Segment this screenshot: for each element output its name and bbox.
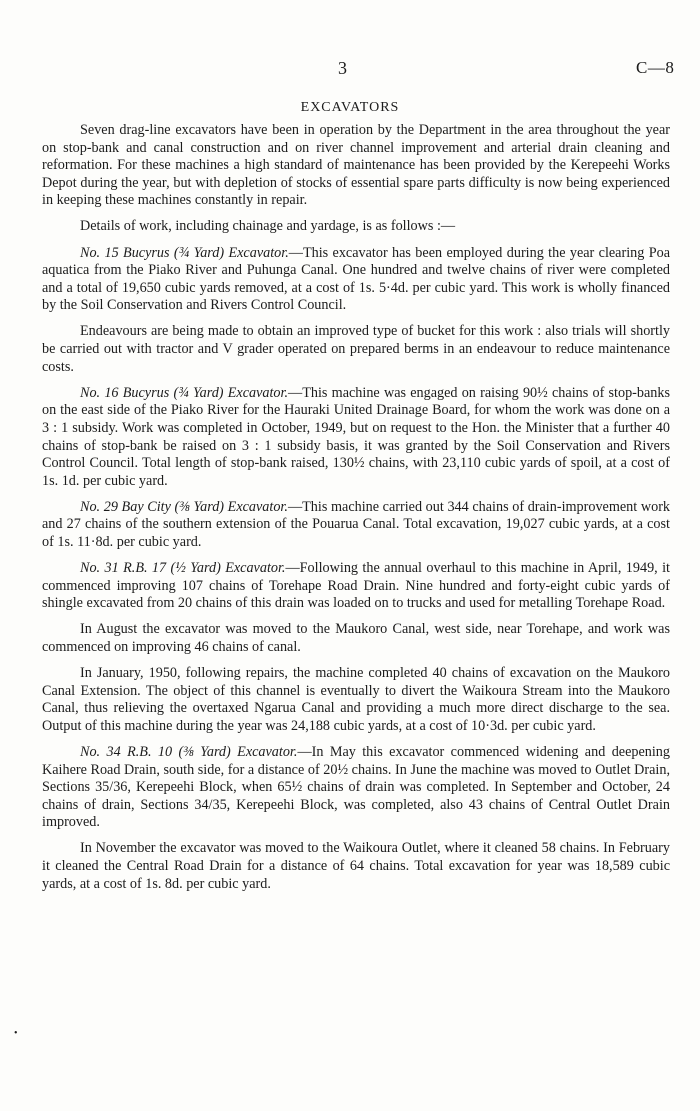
paragraph-text: Seven drag-line excavators have been in operation by the Department in the area throughout the year on stop-bank and canal construction and on river channel improvement and arterial drain cleaning and reformation. For these machines a high standard of maintenance has been provided by the Kerepeehi Works Depot during the year, but with depletion of stocks of essential spare parts difficulty is now being experienced in keeping these machines constantly in repair. <box>42 122 670 209</box>
paragraph-text: —Following the annual overhaul to this machine in April, 1949, it commenced improving 107 chains of Torehape Road Drain. Nine hundred and forty-eight cubic yards of shingle excavated from 20 chains of this drain was loaded on to trucks and used for metalling Torehape Road. <box>42 560 670 612</box>
paragraph-lead: No. 15 Bucyrus (¾ Yard) Excavator. <box>80 244 289 261</box>
paragraph <box>42 560 670 613</box>
paragraph <box>42 840 670 893</box>
page-number: 3 <box>338 58 347 78</box>
paragraph-lead: No. 34 R.B. 10 (⅜ Yard) Excavator. <box>80 743 298 760</box>
paragraph <box>42 323 670 376</box>
paragraph-lead: No. 31 R.B. 17 (½ Yard) Excavator. <box>80 560 286 577</box>
paragraph-text: In November the excavator was moved to the Waikoura Outlet, where it cleaned 58 chains. In February it cleaned the Central Road Drain for a distance of 64 chains. Total excavation for year was 18,589 cubic yards, at a cost of 1s. 8d. per cubic yard. <box>42 840 670 892</box>
margin-mark: • <box>14 1028 18 1039</box>
paragraph <box>42 665 670 735</box>
paragraph <box>42 499 670 552</box>
paragraph-text: Details of work, including chainage and yardage, is as follows :— <box>80 218 456 235</box>
paragraph-text: In January, 1950, following repairs, the machine completed 40 chains of excavation on the Maukoro Canal Extension. The object of this channel is eventually to divert the Waikoura Stream into the Maukoro Canal, thus relieving the overtaxed Ngarua Canal and providing a much more direct discharge to the sea. Output of this machine during the year was 24,188 cubic yards, at a cost of 10·3d. per cubic yard. <box>42 665 670 734</box>
paragraph <box>42 744 670 832</box>
paragraph <box>42 385 670 491</box>
paragraph <box>42 218 670 236</box>
body-text <box>42 122 670 902</box>
paragraph-text: Endeavours are being made to obtain an improved type of bucket for this work : also trials will shortly be carried out with tractor and V grader operated on prepared berms in an endeavour to reduce maintenance costs. <box>42 323 670 375</box>
paragraph-lead: No. 16 Bucyrus (¾ Yard) Excavator. <box>80 384 289 401</box>
paragraph-text: —This machine carried out 344 chains of drain-improvement work and 27 chains of the southern extension of the Pouarua Canal. Total excavation, 19,027 cubic yards, at a cost of 1s. 11·8d. per cubic yard. <box>42 498 671 550</box>
document-code: C—8 <box>636 58 675 77</box>
section-heading: EXCAVATORS <box>300 100 400 115</box>
paragraph-text: In August the excavator was moved to the Maukoro Canal, west side, near Torehape, and work was commenced on improving 46 chains of canal. <box>42 621 670 655</box>
paragraph-lead: No. 29 Bay City (⅜ Yard) Excavator. <box>80 498 288 515</box>
paragraph <box>42 621 670 656</box>
paragraph <box>42 122 670 210</box>
paragraph-text: —This machine was engaged on raising 90½ chains of stop-banks on the east side of the Piako River for the Hauraki United Drainage Board, for whom the work was done on a 3 : 1 subsidy. Work was completed in October, 1949, but on request to the Hon. the Minister that a further 40 chains of stop-bank be raised on 3 : 1 subsidy basis, it was granted by the Soil Conservation and Rivers Control Council. Total length of stop-bank raised, 130½ chains, with 23,110 cubic yards of spoil, at a cost of 1s. 1d. per cubic yard. <box>42 384 670 489</box>
paragraph <box>42 245 670 315</box>
paragraph-text: —In May this excavator commenced widening and deepening Kaihere Road Drain, south side, for a distance of 20½ chains. In June the machine was moved to Outlet Drain, Sections 35/36, Kerepeehi Block, when 65½ chains of drain was completed. In September and October, 24 chains of drain, Sections 34/35, Kerepeehi Block, was completed, also 43 chains of Central Outlet Drain improved. <box>42 743 670 831</box>
paragraph-text: —This excavator has been employed during the year clearing Poa aquatica from the Piako River and Puhunga Canal. One hundred and twelve chains of river were completed and a total of 19,650 cubic yards removed, at a cost of 1s. 5·4d. per cubic yard. This work is wholly financed by the Soil Conservation and Rivers Control Council. <box>42 244 670 314</box>
